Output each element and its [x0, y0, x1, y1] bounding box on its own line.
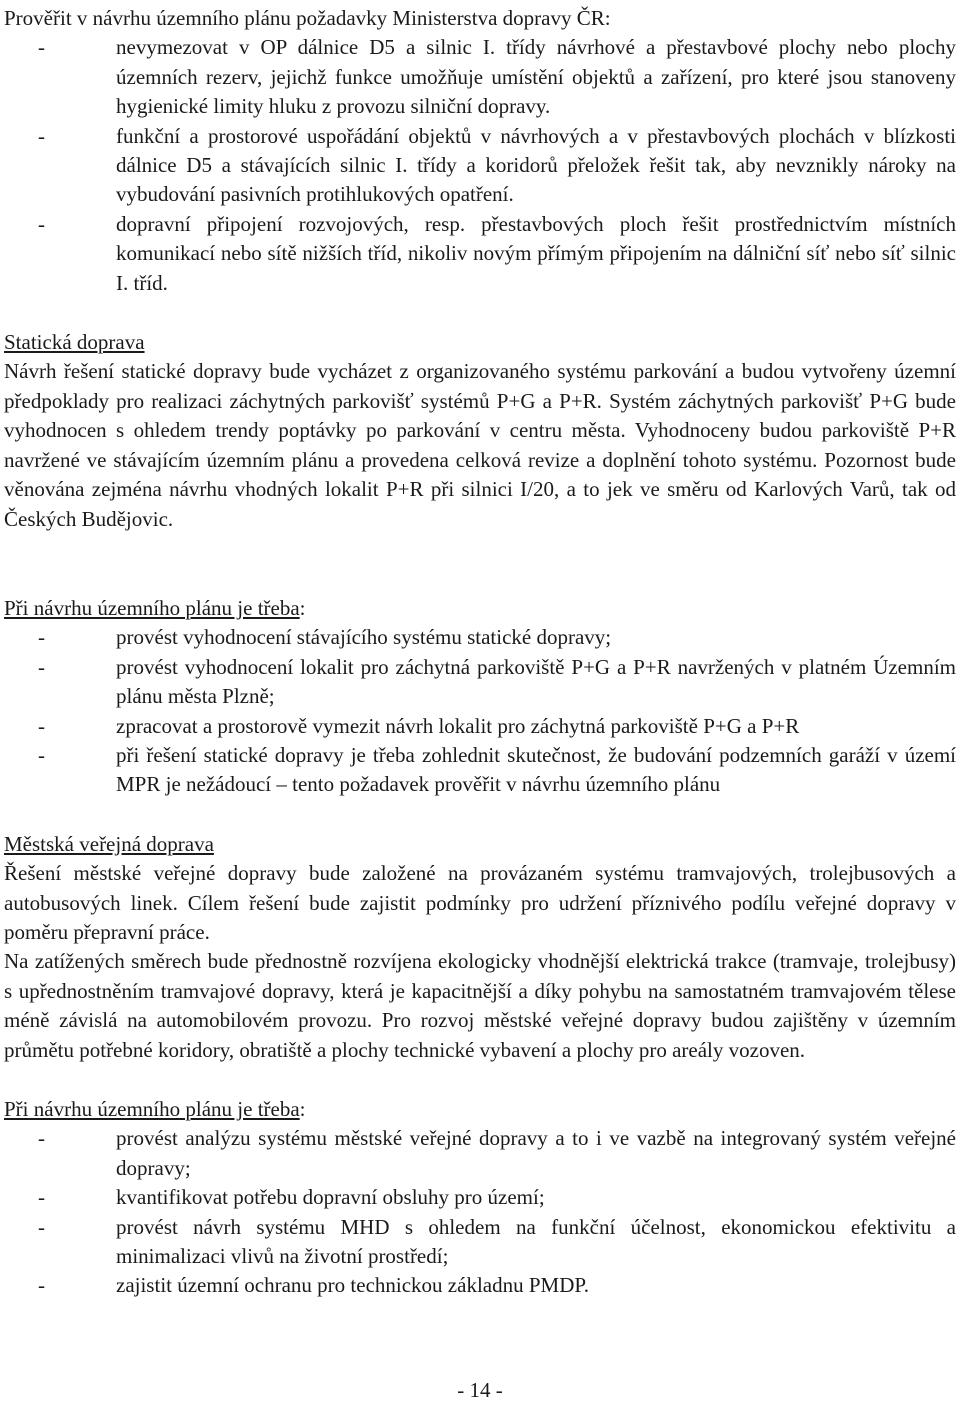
list-item: - provést návrh systému MHD s ohledem na funkční účelnost, ekonomickou efektivitu a minimalizaci vlivů na životní prostředí; [38, 1214, 956, 1269]
list-item: - dopravní připojení rozvojových, resp. přestavbových ploch řešit prostřednictvím místních komunikací nebo sítě nižších tříd, nikoliv novým přímým připojením na dálniční síť nebo síť silnic I. tříd. [38, 211, 956, 295]
list-dash: - [38, 211, 45, 236]
list-dash: - [38, 35, 45, 60]
public-tasks-heading: Při návrhu územního plánu je třeba: [4, 1097, 306, 1121]
list-item: - nevymezovat v OP dálnice D5 a silnic I. třídy návrhové a přestavbové plochy nebo plochy územních rezerv, jejichž funkce umožňuje umístění objektů a zařízení, pro které jsou stanoveny hygienické limity hluku z provozu silniční dopravy. [38, 35, 956, 119]
list-dash: - [38, 654, 45, 679]
list-dash: - [38, 1185, 45, 1210]
page-number: - 14 - [457, 1378, 503, 1402]
list-dash: - [38, 625, 45, 650]
list-item: - zajistit územní ochranu pro technickou základnu PMDP. [4, 1271, 956, 1300]
ministry-requirements-intro: Prověřit v návrhu územního plánu požadavky Ministerstva dopravy ČR: [4, 6, 611, 30]
public-transport-paragraph-2: Na zatížených směrech bude přednostně rozvíjena ekologicky vhodnější elektrická trakce (tramvaje, trolejbusy) s upřednostněním tramvajové dopravy, která je kapacitnější a díky pohybu na samostatném tramvajovém tělese méně závislá na automobilovém provozu. Pro rozvoj městské veřejné dopravy budou zajištěny v územním průmětu potřebné koridory, obratiště a plochy technické vybavení a plochy pro areály vozoven. [4, 949, 956, 1062]
static-transport-heading: Statická doprava [4, 330, 145, 355]
ministry-requirements-list [4, 33, 956, 298]
static-transport-paragraph: Návrh řešení statické dopravy bude vycházet z organizovaného systému parkování a budou vytvořeny územní předpoklady pro realizaci záchytných parkovišť systémů P+G a P+R. Systém záchytných parkovišť P+G bude vyhodnocen s ohledem trendy poptávky po parkování v centru města. Vyhodnoceny budou parkoviště P+R navržené ve stávajícím územním plánu a provedena celková revize a doplnění tohoto systému. Pozornost bude věnována zejména návrhu vhodných lokalit P+R při silnici I/20, a to jek ve směru od Karlových Varů, tak od Českých Budějovic. [4, 359, 956, 531]
list-item: - funkční a prostorové uspořádání objektů v návrhových a v přestavbových plochách v blízkosti dálnice D5 a stávajících silnic I. třídy a koridorů přeložek řešit tak, aby nevznikly nároky na vybudování pasivních protihlukových opatření. [38, 123, 956, 207]
list-dash: - [38, 123, 45, 148]
document-page [4, 4, 956, 1301]
public-transport-paragraph-1: Řešení městské veřejné dopravy bude založené na provázaném systému tramvajových, trolejbusových a autobusových linek. Cílem řešení bude zajistit podmínky pro udržení příznivého podílu veřejné dopravy v poměru přepravní práce. [4, 861, 956, 944]
list-dash: - [38, 1214, 45, 1239]
static-tasks-heading: Při návrhu územního plánu je třeba: [4, 595, 306, 620]
public-transport-heading: Městská veřejná doprava [4, 831, 214, 856]
list-item: - provést vyhodnocení stávajícího systému statické dopravy; [4, 623, 956, 652]
list-item: - provést vyhodnocení lokalit pro záchytná parkoviště P+G a P+R navržených v platném Územním plánu města Plzně; [38, 654, 956, 709]
list-dash: - [38, 1126, 45, 1151]
list-item: - kvantifikovat potřebu dopravní obsluhy pro území; [4, 1183, 956, 1212]
list-dash: - [38, 713, 45, 738]
list-item: - provést analýzu systému městské veřejné dopravy a to i ve vazbě na integrovaný systém veřejné dopravy; [38, 1126, 956, 1180]
list-dash: - [38, 742, 45, 767]
public-tasks-list [4, 1124, 956, 1300]
static-tasks-list [4, 623, 956, 799]
list-item: - zpracovat a prostorově vymezit návrh lokalit pro záchytná parkoviště P+G a P+R [4, 712, 956, 741]
list-item: - při řešení statické dopravy je třeba zohlednit skutečnost, že budování podzemních garáží v území MPR je nežádoucí – tento požadavek prověřit v návrhu územního plánu [38, 742, 956, 797]
list-dash: - [38, 1273, 45, 1298]
